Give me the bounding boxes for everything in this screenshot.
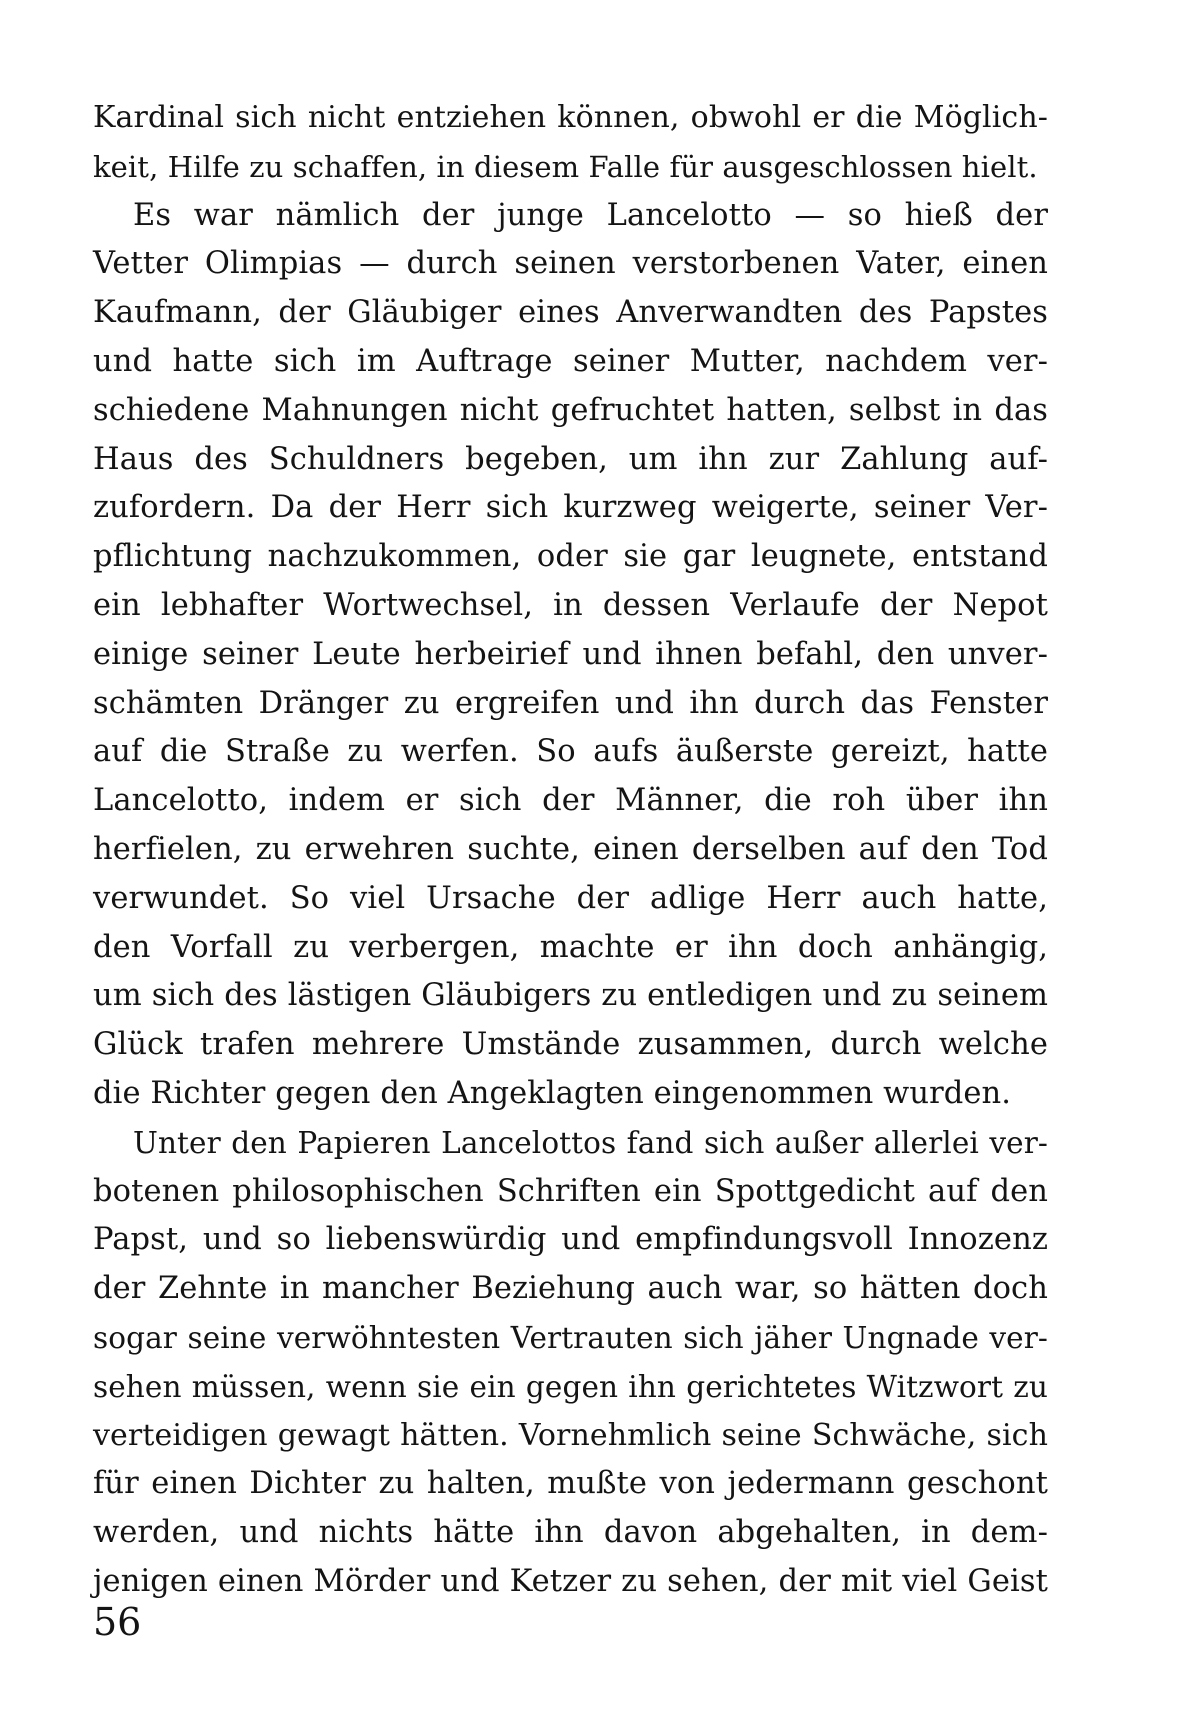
text-line: werden, und nichts hätte ihn davon abgehalten, in dem-: [93, 1515, 1048, 1551]
text-line: Glück trafen mehrere Umstände zusammen, durch welche: [93, 1027, 1048, 1063]
text-line: der Zehnte in mancher Beziehung auch war, so hätten doch: [93, 1271, 1048, 1307]
text-line: jenigen einen Mörder und Ketzer zu sehen, der mit viel Geist: [93, 1563, 1048, 1599]
text-line: und hatte sich im Auftrage seiner Mutter, nachdem ver-: [93, 343, 1048, 379]
text-line: sehen müssen, wenn sie ein gegen ihn gerichtetes Witzwort zu: [93, 1369, 1048, 1404]
text-line: Es war nämlich der junge Lancelotto — so hieß der: [133, 197, 1048, 233]
text-line: um sich des lästigen Gläubigers zu entledigen und zu seinem: [93, 978, 1048, 1014]
text-line: verwundet. So viel Ursache der adlige Herr auch hatte,: [93, 880, 1048, 916]
text-line: Lancelotto, indem er sich der Männer, die roh über ihn: [93, 783, 1048, 819]
page-number: 56: [93, 1600, 142, 1644]
text-line: Vetter Olimpias — durch seinen verstorbenen Vater, einen: [93, 246, 1048, 282]
text-line: Kardinal sich nicht entziehen können, obwohl er die Möglich-: [93, 100, 1048, 135]
text-line: auf die Straße zu werfen. So aufs äußerste gereizt, hatte: [93, 734, 1048, 770]
text-line: Unter den Papieren Lancelottos fand sich außer allerlei ver-: [133, 1125, 1048, 1160]
text-line: herfielen, zu erwehren suchte, einen derselben auf den Tod: [93, 831, 1048, 867]
text-line: schämten Dränger zu ergreifen und ihn durch das Fenster: [93, 685, 1048, 721]
text-line: verteidigen gewagt hätten. Vornehmlich seine Schwäche, sich: [93, 1417, 1048, 1453]
text-line: die Richter gegen den Angeklagten eingenommen wurden.: [93, 1075, 1012, 1111]
text-line: Papst, und so liebenswürdig und empfindungsvoll Innozenz: [93, 1222, 1048, 1258]
text-line: ein lebhafter Wortwechsel, in dessen Verlaufe der Nepot: [93, 587, 1048, 623]
text-line: Haus des Schuldners begeben, um ihn zur Zahlung auf-: [93, 441, 1048, 477]
text-line: sogar seine verwöhntesten Vertrauten sich jäher Ungnade ver-: [93, 1320, 1048, 1355]
text-line: pflichtung nachzukommen, oder sie gar leugnete, entstand: [93, 539, 1048, 575]
text-line: den Vorfall zu verbergen, machte er ihn doch anhängig,: [93, 929, 1048, 965]
text-line: botenen philosophischen Schriften ein Spottgedicht auf den: [93, 1173, 1048, 1209]
text-line: zufordern. Da der Herr sich kurzweg weigerte, seiner Ver-: [93, 490, 1048, 526]
text-line: einige seiner Leute herbeirief und ihnen befahl, den unver-: [93, 636, 1048, 672]
text-line: keit, Hilfe zu schaffen, in diesem Falle für ausgeschlossen hielt.: [93, 149, 1038, 184]
text-line: für einen Dichter zu halten, mußte von jedermann geschont: [93, 1466, 1048, 1502]
text-line: schiedene Mahnungen nicht gefruchtet hatten, selbst in das: [93, 392, 1048, 428]
text-line: Kaufmann, der Gläubiger eines Anverwandten des Papstes: [93, 295, 1048, 331]
body-text: [93, 94, 1048, 1607]
